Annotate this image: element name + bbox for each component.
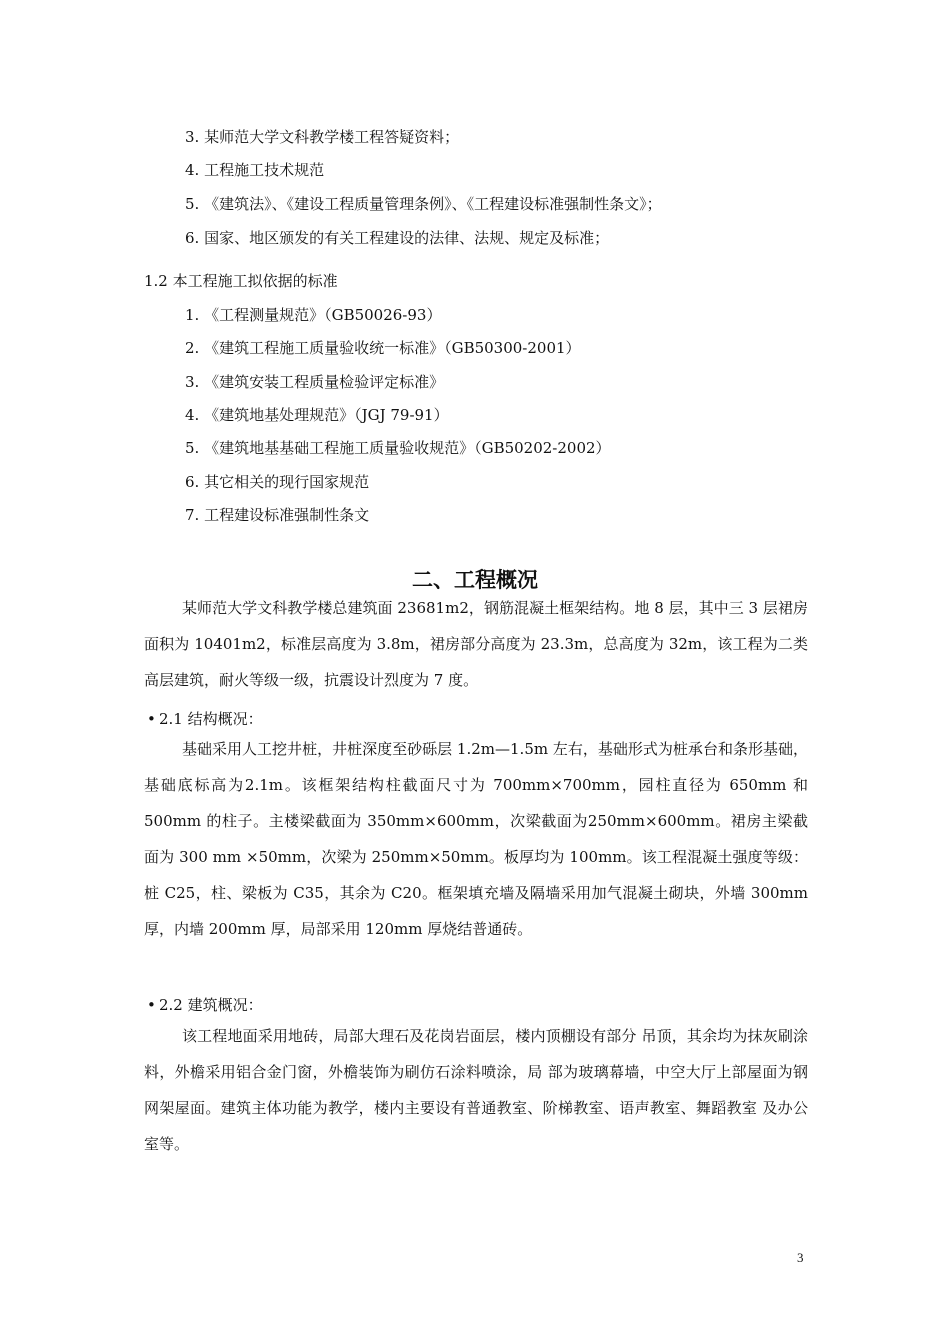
standard-item: 6. 其它相关的现行国家规范 xyxy=(185,473,370,491)
standard-item: 7. 工程建设标准强制性条文 xyxy=(185,506,370,524)
subsection-heading-2-2 xyxy=(147,995,263,1015)
standard-item: 4. 《建筑地基处理规范》（JGJ 79-91） xyxy=(185,406,449,424)
section-heading-1-2: 1.2 本工程施工拟依据的标准 xyxy=(144,272,338,290)
architecture-paragraph: 该工程地面采用地砖，局部大理石及花岗岩面层，楼内顶棚设有部分 吊顶，其余均为抹灰刷涂料，外檐采用铝合金门窗，外檐装饰为刷仿石涂料喷涂，局 部为玻璃幕墙，中空大厅上部屋面为钢网架屋面。建筑主体功能为教学，楼内主要设有普通教室、阶梯教室、语声教室、舞蹈教室 及办公室等。 xyxy=(144,1027,808,1153)
section-title: 二、工程概况 xyxy=(412,568,538,592)
subsection-heading-2-1 xyxy=(147,709,263,729)
structure-paragraph: 基础采用人工挖井桩，井桩深度至砂砾层 1.2m—1.5m 左右，基础形式为桩承台和条形基础，基础底标高为2.1m。该框架结构柱截面尺寸为 700mm×700mm，园柱直径为 650mm 和500mm 的柱子。主楼梁截面为 350mm×600mm，次梁截面为250mm×600mm。裙房主梁截面为 300 mm ×50mm，次梁为 250mm×50mm。板厚均为 100mm。该工程混凝土强度等级：桩 C25，柱、梁板为 C35，其余为 C20。框架填充墙及隔墙采用加气混凝土砌块，外墙 300mm 厚，内墙 200mm 厚，局部采用 120mm 厚烧结普通砖。 xyxy=(144,740,808,938)
standard-item: 2. 《建筑工程施工质量验收统一标准》（GB50300-2001） xyxy=(185,339,581,357)
subsection-heading-text: 2.2 建筑概况： xyxy=(159,996,263,1014)
bullet-icon: • xyxy=(147,710,156,728)
overview-paragraph: 某师范大学文科教学楼总建筑面 23681m2，钢筋混凝土框架结构。地 8 层，其中三 3 层裙房面积为 10401m2，标准层高度为 3.8m，裙房部分高度为 23.3m，总高度为 32m，该工程为二类高层建筑，耐火等级一级，抗震设计烈度为 7 度。 xyxy=(144,599,808,689)
page-number: 3 xyxy=(797,1250,804,1265)
list-item: 4. 工程施工技术规范 xyxy=(185,161,325,179)
bullet-icon: • xyxy=(147,996,156,1014)
list-item: 6. 国家、地区颁发的有关工程建设的法律、法规、规定及标准； xyxy=(185,229,610,247)
standard-item: 3. 《建筑安装工程质量检验评定标准》 xyxy=(185,373,445,391)
standard-item: 1. 《工程测量规范》（GB50026-93） xyxy=(185,306,442,324)
list-item: 3. 某师范大学文科教学楼工程答疑资料； xyxy=(185,128,460,146)
standard-item: 5. 《建筑地基基础工程施工质量验收规范》（GB50202-2002） xyxy=(185,439,611,457)
list-item: 5. 《建筑法》、《建设工程质量管理条例》、《工程建设标准强制性条文》； xyxy=(185,195,662,213)
subsection-heading-text: 2.1 结构概况： xyxy=(159,710,263,728)
